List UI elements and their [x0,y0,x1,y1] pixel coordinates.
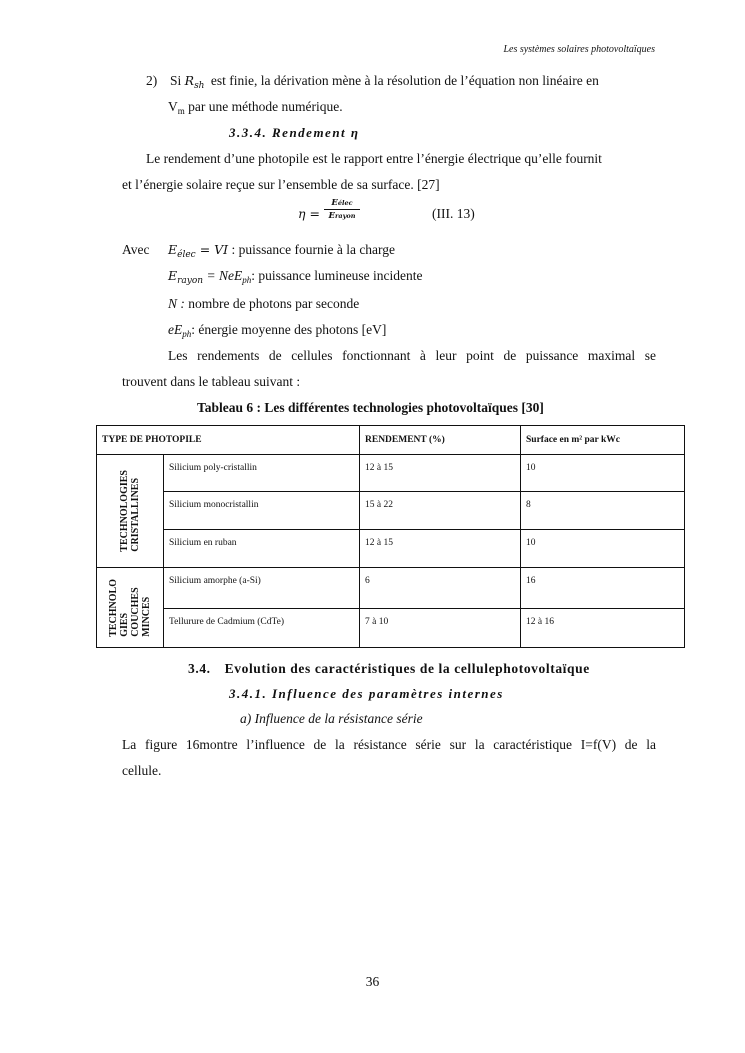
paragraph-3-line-2: cellule. [122,763,162,778]
section-heading-334: 3.3.4. Rendement η [229,125,360,140]
section-title: Evolution des caractéristiques de la cellulephotovoltaïque [224,661,590,676]
table-row [97,455,685,492]
table-row [97,530,685,568]
fraction-bar [324,209,360,210]
equation-label: (III. 13) [432,206,475,221]
definitions-avec: Avec [122,242,150,257]
table-cell: 16 [521,568,685,609]
subsection-a-heading: a) Influence de la résistance série [240,711,423,726]
table-cell: Tellurure de Cadmium (CdTe) [164,609,360,648]
list-item-2 [146,71,656,96]
text-si: Si [170,73,182,88]
paragraph-2-line-2: trouvent dans le tableau suivant : [122,374,301,389]
table-row [97,492,685,530]
math-r: $R_{sh}$ [184,73,205,91]
paragraph-2-line-1: Les rendements de cellules fonctionnant à leur point de puissance maximal se [168,348,656,363]
header-surface: Surface en m² par kWc [521,426,685,455]
equation-denominator: Erayon [328,211,356,221]
technologies-table [96,425,685,648]
table-cell: 12 à 16 [521,609,685,648]
equation-lhs: η = [298,206,320,221]
definition-e-elec: $E_{élec}$ = VI : puissance fournie à la charge [168,242,396,260]
table-cell: 6 [360,568,521,609]
page-number: 36 [365,974,380,989]
paragraph-1-line-2: et l’énergie solaire reçue sur l’ensemble de sa surface. [27] [122,177,440,192]
group-label-text: TECHNOLOGIES CRISTALLINES [119,470,141,552]
header-type: TYPE DE PHOTOPILE [97,426,360,455]
section-heading-34 [188,659,590,679]
item2-line2-text: par une méthode numérique. [188,99,343,114]
section-heading-341: 3.4.1. Influence des paramètres internes [229,686,504,701]
table-cell: 12 à 15 [360,455,521,492]
list-number: 2) [146,73,158,88]
table-row [97,609,685,648]
header-rendement: RENDEMENT (%) [360,426,521,455]
definition-e-rayon: $E_{rayon} = NeE_{ph}$: puissance lumineuse incidente [168,268,423,286]
group-label-thin-film [97,568,164,648]
table-caption: Tableau 6 : Les différentes technologies photovoltaïques [30] [197,400,544,415]
item2-text: est finie, la dérivation mène à la résolution de l’équation non linéaire en [210,73,599,88]
table-cell: 10 [521,530,685,568]
table-cell: Silicium poly-cristallin [164,455,360,492]
paragraph-1-line-1: Le rendement d’une photopile est le rapport entre l’énergie électrique qu’elle fournit [146,151,602,166]
table-cell: 12 à 15 [360,530,521,568]
group-label-text: TECHNOLO GIES COUCHES MINCES [108,578,152,637]
section-number: 3.4. [188,661,211,676]
paragraph-3-line-1: La figure 16montre l’influence de la résistance série sur la caractéristique I=f(V) de la [122,737,656,752]
table-cell: 7 à 10 [360,609,521,648]
table-cell: 15 à 22 [360,492,521,530]
running-header: Les systèmes solaires photovoltaïques [503,44,655,55]
table-cell: 8 [521,492,685,530]
equation-numerator: Eélec [331,198,353,208]
table-cell: Silicium monocristallin [164,492,360,530]
table-cell: Silicium amorphe (a-Si) [164,568,360,609]
list-item-2-continuation: $V_m$ par une méthode numérique. [168,99,343,116]
table-cell: 10 [521,455,685,492]
table-header-row [97,426,685,455]
definition-eeph: $eE_{ph}$: énergie moyenne des photons [eV] [168,322,387,339]
table-cell: Silicium en ruban [164,530,360,568]
definition-n: N : nombre de photons par seconde [168,296,360,311]
group-label-crystalline [97,455,164,568]
table-row [97,568,685,609]
equation-fraction [324,198,360,221]
